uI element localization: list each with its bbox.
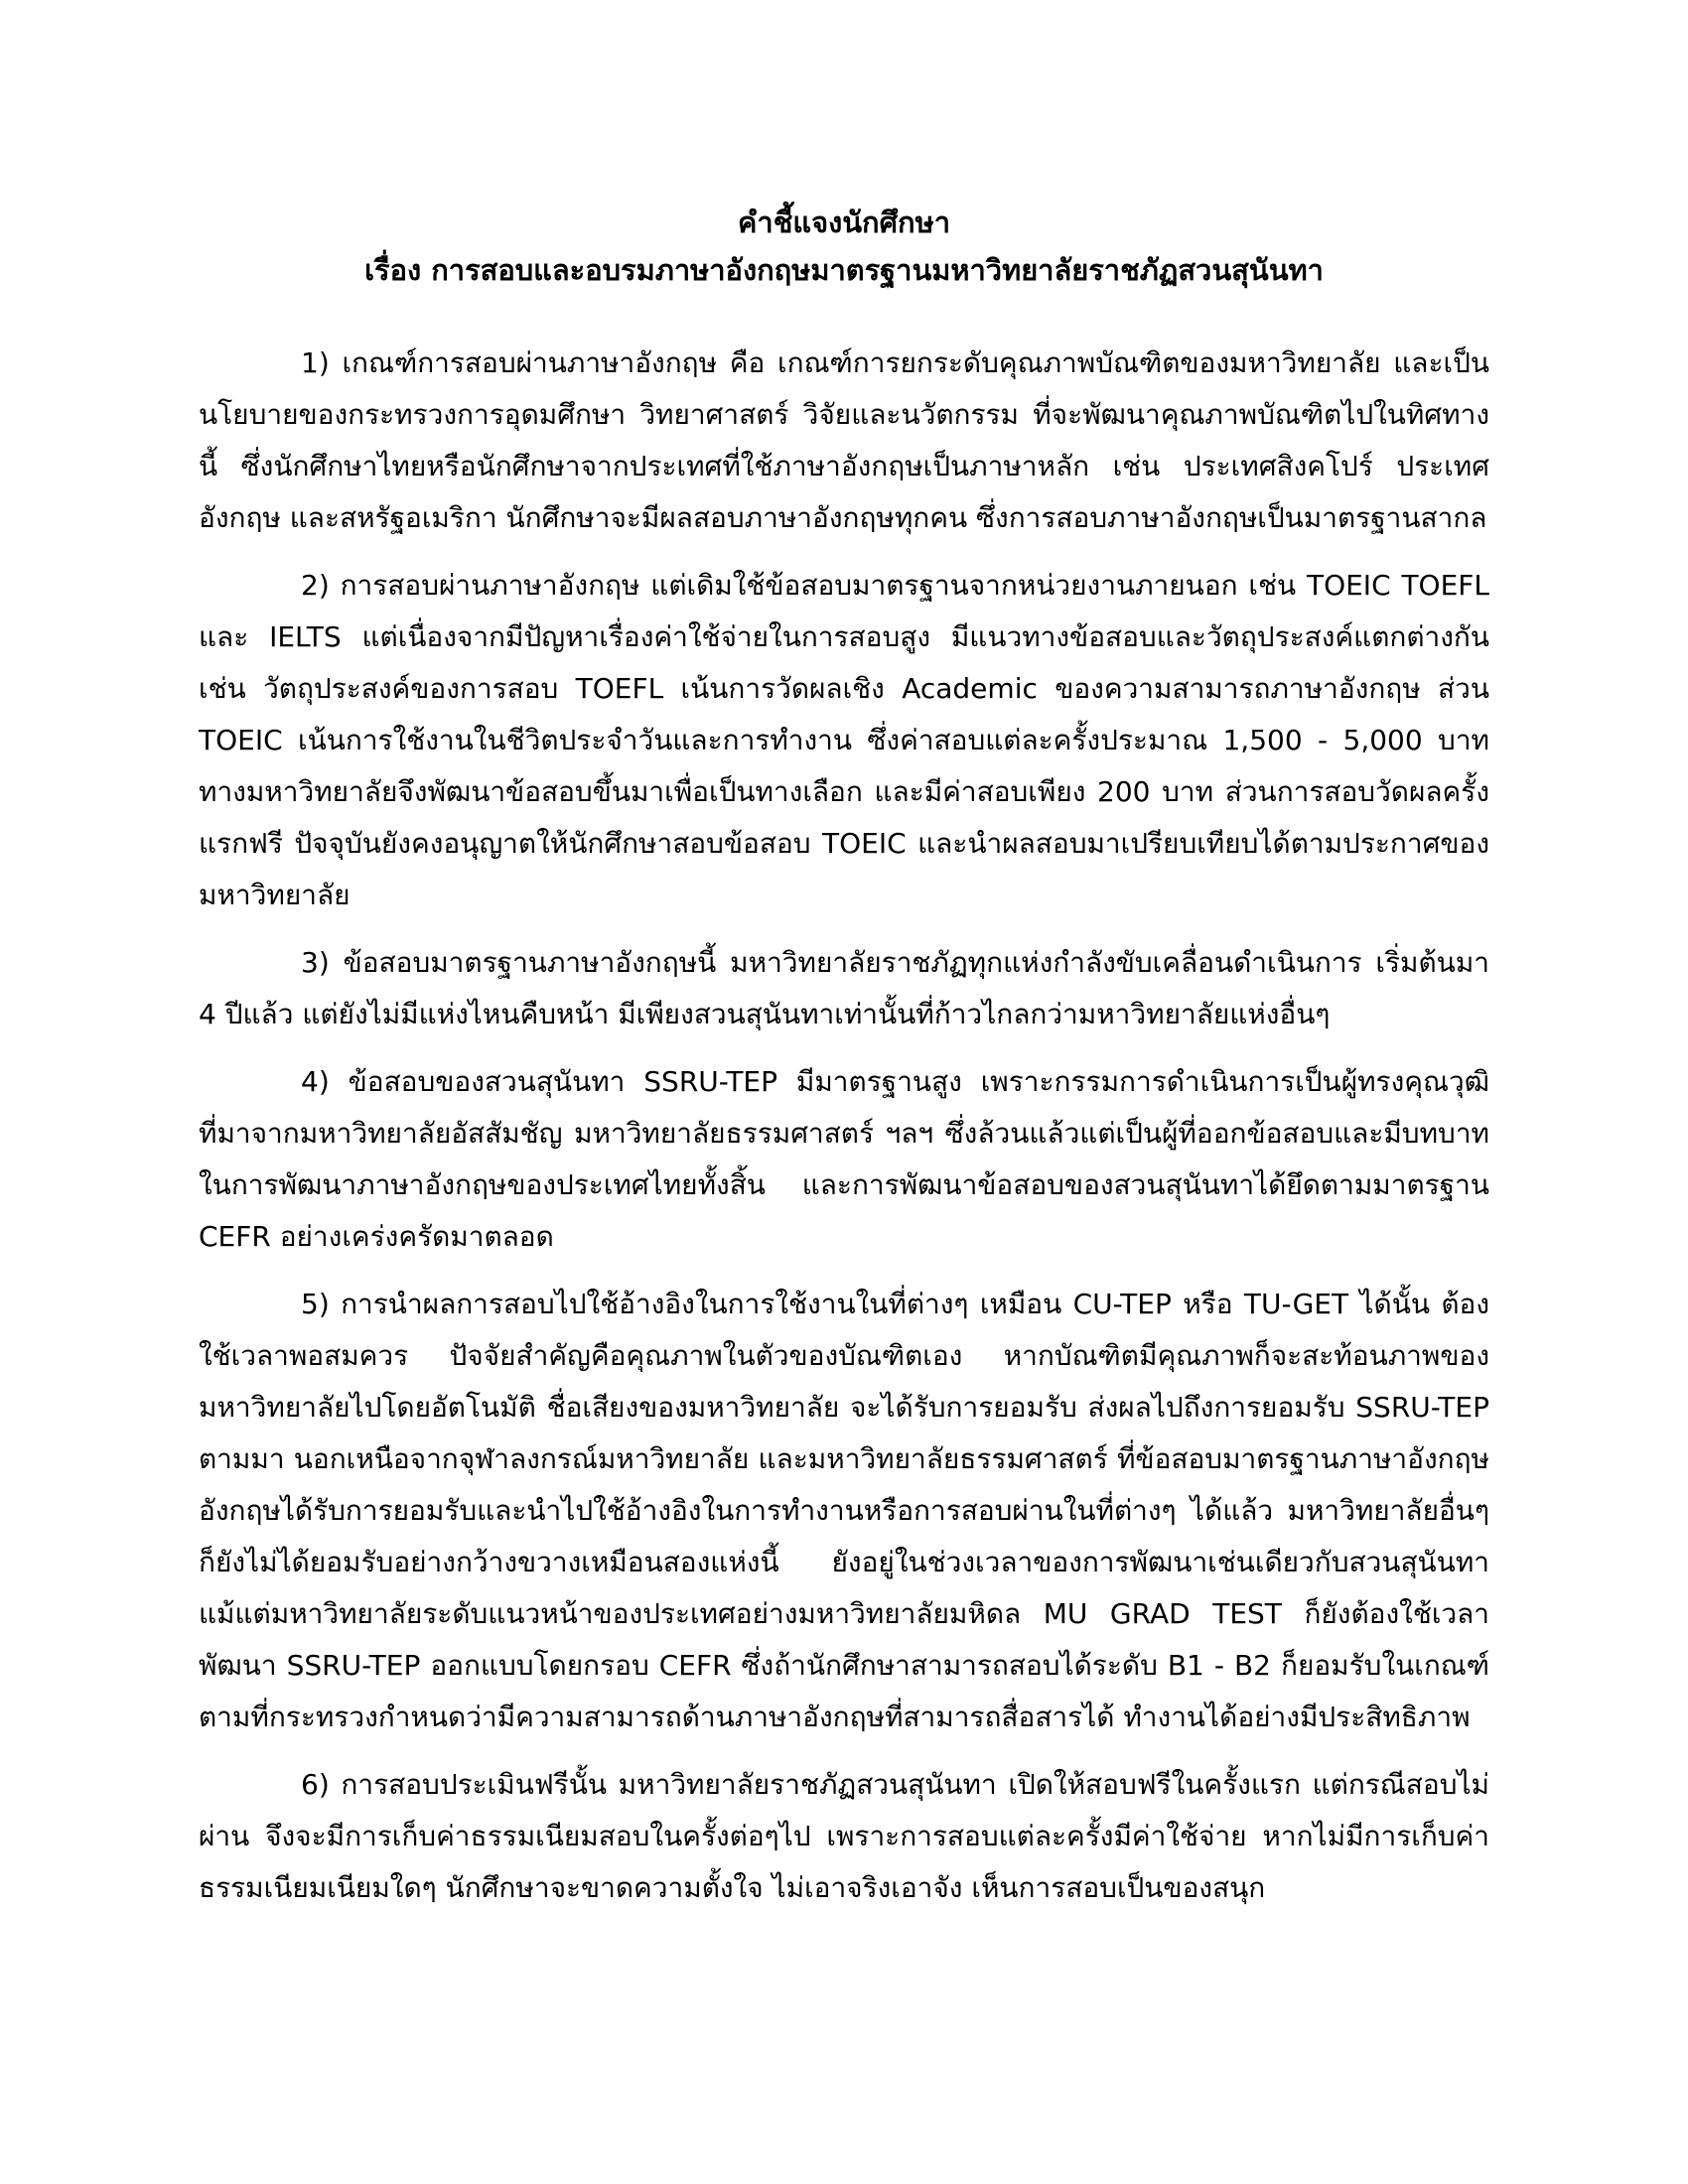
paragraph-3: 3) ข้อสอบมาตรฐานภาษาอังกฤษนี้ มหาวิทยาลัยราชภัฏทุกแห่งกำลังขับเคลื่อนดำเนินการ เริ่มต้นมา 4 ปีแล้ว แต่ยังไม่มีแห่งไหนคืบหน้า มีเพียงสวนสุนันทาเท่านั้นที่ก้าวไกลกว่ามหาวิทยาลัยแห่งอื่นๆ [199, 946, 1489, 1030]
paragraph-5: 5) การนำผลการสอบไปใช้อ้างอิงในการใช้งานในที่ต่างๆ เหมือน CU-TEP หรือ TU-GET ได้นั้น ต้องใช้เวลาพอสมควร ปัจจัยสำคัญคือคุณภาพในตัวของบัณฑิตเอง หากบัณฑิตมีคุณภาพก็จะสะท้อนภาพของมหาวิทยาลัยไปโดยอัตโนมัติ ชื่อเสียงของมหาวิทยาลัย จะได้รับการยอมรับ ส่งผลไปถึงการยอมรับ SSRU-TEP ตามมา นอกเหนือจากจุฬาลงกรณ์มหาวิทยาลัย และมหาวิทยาลัยธรรมศาสตร์ ที่ข้อสอบมาตรฐานภาษาอังกฤษอังกฤษได้รับการยอมรับและนำไปใช้อ้างอิงในการทำงานหรือการสอบผ่านในที่ต่างๆ ได้แล้ว มหาวิทยาลัยอื่นๆ ก็ยังไม่ได้ยอมรับอย่างกว้างขวางเหมือนสองแห่งนี้ ยังอยู่ในช่วงเวลาของการพัฒนาเช่นเดียวกับสวนสุนันทา แม้แต่มหาวิทยาลัยระดับแนวหน้าของประเทศอย่างมหาวิทยาลัยมหิดล MU GRAD TEST ก็ยังต้องใช้เวลาพัฒนา SSRU-TEP ออกแบบโดยกรอบ CEFR ซึ่งถ้านักศึกษาสามารถสอบได้ระดับ B1 - B2 ก็ยอมรับในเกณฑ์ตามที่กระทรวงกำหนดว่ามีความสามารถด้านภาษาอังกฤษที่สามารถสื่อสารได้ ทำงานได้อย่างมีประสิทธิภาพ [199, 1288, 1489, 1733]
document-body [199, 338, 1489, 1930]
document-header [199, 199, 1489, 294]
paragraph-1: 1) เกณฑ์การสอบผ่านภาษาอังกฤษ คือ เกณฑ์การยกระดับคุณภาพบัณฑิตของมหาวิทยาลัย และเป็นนโยบายของกระทรวงการอุดมศึกษา วิทยาศาสตร์ วิจัยและนวัตกรรม ที่จะพัฒนาคุณภาพบัณฑิตไปในทิศทางนี้ ซึ่งนักศึกษาไทยหรือนักศึกษาจากประเทศที่ใช้ภาษาอังกฤษเป็นภาษาหลัก เช่น ประเทศสิงคโปร์ ประเทศอังกฤษ และสหรัฐอเมริกา นักศึกษาจะมีผลสอบภาษาอังกฤษทุกคน ซึ่งการสอบภาษาอังกฤษเป็นมาตรฐานสากล [199, 346, 1489, 534]
paragraph-2: 2) การสอบผ่านภาษาอังกฤษ แต่เดิมใช้ข้อสอบมาตรฐานจากหน่วยงานภายนอก เช่น TOEIC TOEFL และ IELTS แต่เนื่องจากมีปัญหาเรื่องค่าใช้จ่ายในการสอบสูง มีแนวทางข้อสอบและวัตถุประสงค์แตกต่างกัน เช่น วัตถุประสงค์ของการสอบ TOEFL เน้นการวัดผลเชิง Academic ของความสามารถภาษาอังกฤษ ส่วน TOEIC เน้นการใช้งานในชีวิตประจำวันและการทำงาน ซึ่งค่าสอบแต่ละครั้งประมาณ 1,500 - 5,000 บาท ทางมหาวิทยาลัยจึงพัฒนาข้อสอบขึ้นมาเพื่อเป็นทางเลือก และมีค่าสอบเพียง 200 บาท ส่วนการสอบวัดผลครั้งแรกฟรี ปัจจุบันยังคงอนุญาตให้นักศึกษาสอบข้อสอบ TOEIC และนำผลสอบมาเปรียบเทียบได้ตามประกาศของมหาวิทยาลัย [199, 569, 1489, 911]
document-subtitle: เรื่อง การสอบและอบรมภาษาอังกฤษมาตรฐานมหาวิทยาลัยราชภัฏสวนสุนันทา [364, 253, 1324, 287]
document-title: คำชี้แจงนักศึกษา [738, 205, 950, 239]
paragraph-6: 6) การสอบประเมินฟรีนั้น มหาวิทยาลัยราชภัฏสวนสุนันทา เปิดให้สอบฟรีในครั้งแรก แต่กรณีสอบไม่ผ่าน จึงจะมีการเก็บค่าธรรมเนียมสอบในครั้งต่อๆไป เพราะการสอบแต่ละครั้งมีค่าใช้จ่าย หากไม่มีการเก็บค่าธรรมเนียมเนียมใดๆ นักศึกษาจะขาดความตั้งใจ ไม่เอาจริงเอาจัง เห็นการสอบเป็นของสนุก [199, 1768, 1489, 1904]
paragraph-4: 4) ข้อสอบของสวนสุนันทา SSRU-TEP มีมาตรฐานสูง เพราะกรรมการดำเนินการเป็นผู้ทรงคุณวุฒิที่มาจากมหาวิทยาลัยอัสสัมชัญ มหาวิทยาลัยธรรมศาสตร์ ฯลฯ ซึ่งล้วนแล้วแต่เป็นผู้ที่ออกข้อสอบและมีบทบาทในการพัฒนาภาษาอังกฤษของประเทศไทยทั้งสิ้น และการพัฒนาข้อสอบของสวนสุนันทาได้ยึดตามมาตรฐาน CEFR อย่างเคร่งครัดมาตลอด [199, 1065, 1489, 1253]
